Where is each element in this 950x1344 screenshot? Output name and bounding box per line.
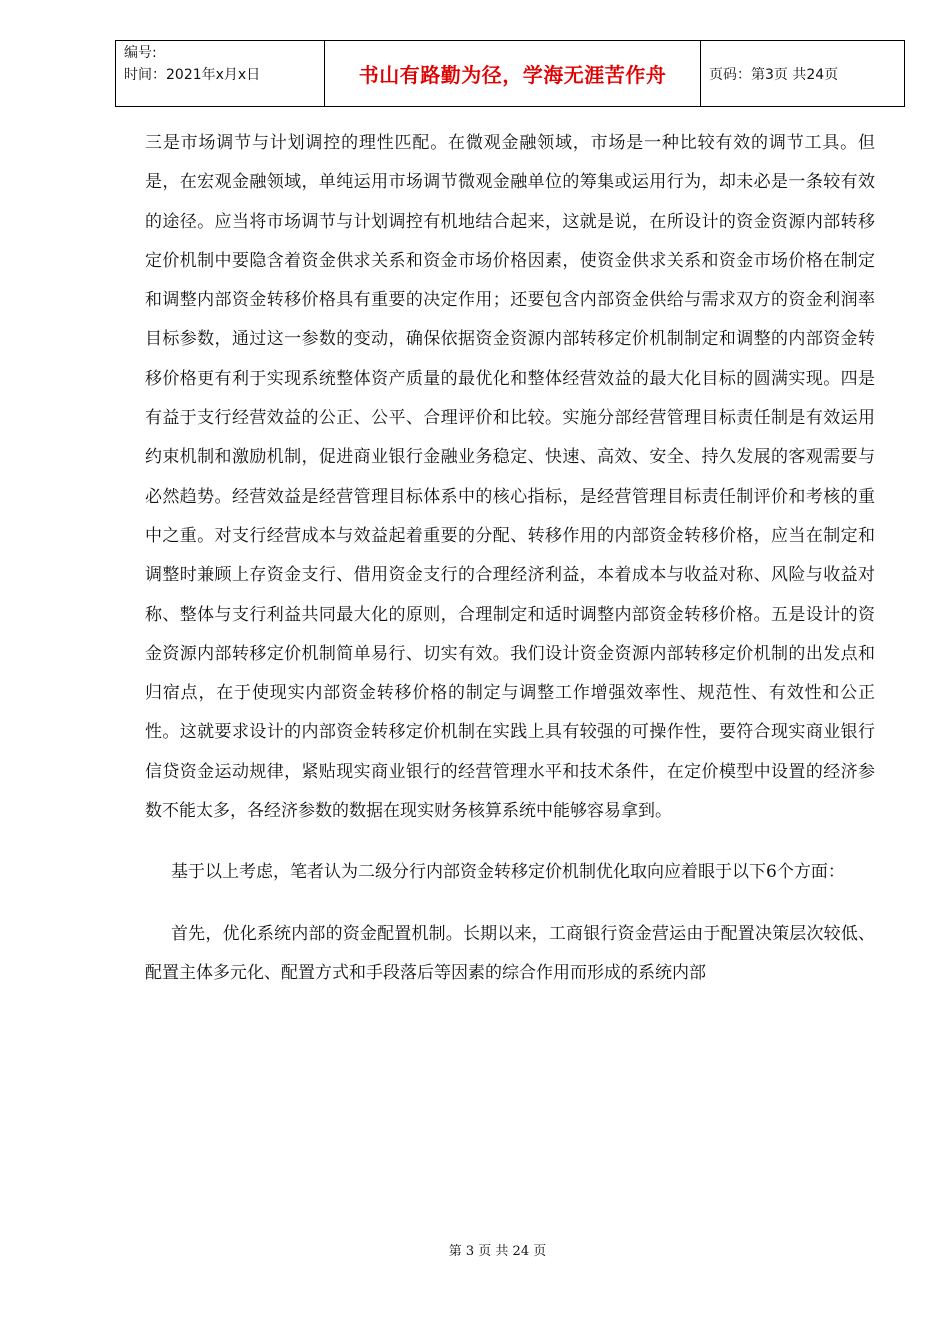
document-number-label: 编号: <box>124 45 157 61</box>
header-page-label: 页码：第3页 共24页 <box>701 41 905 107</box>
header-table <box>115 40 905 107</box>
page-footer: 第 3 页 共 24 页 <box>448 1244 547 1259</box>
body-paragraph-1: 三是市场调节与计划调控的理性匹配。在微观金融领域，市场是一种比较有效的调节工具。但是，在宏观金融领域，单纯运用市场调节微观金融单位的筹集或运用行为，却未必是一条较有效的途径。应当将市场调节与计划调控有机地结合起来，这就是说，在所设计的资金资源内部转移定价机制中要隐含着资金供求关系和资金市场价格因素，使资金供求关系和资金市场价格在制定和调整内部资金转移价格具有重要的决定作用；还要包含内部资金供给与需求双方的资金利润率目标参数，通过这一参数的变动，确保依据资金资源内部转移定价机制制定和调整的内部资金转移价格更有利于实现系统整体资产质量的最优化和整体经营效益的最大化目标的圆满实现。四是有益于支行经营效益的公正、公平、合理评价和比较。实施分部经营管理目标责任制是有效运用约束机制和激励机制，促进商业银行金融业务稳定、快速、高效、安全、持久发展的客观需要与必然趋势。经营效益是经营管理目标体系中的核心指标，是经营管理目标责任制评价和考核的重中之重。对支行经营成本与效益起着重要的分配、转移作用的内部资金转移价格，应当在制定和调整时兼顾上存资金支行、借用资金支行的合理经济利益，本着成本与收益对称、风险与收益对称、整体与支行利益共同最大化的原则，合理制定和适时调整内部资金转移价格。五是设计的资金资源内部转移定价机制简单易行、切实有效。我们设计资金资源内部转移定价机制的出发点和归宿点，在于使现实内部资金转移价格的制定与调整工作增强效率性、规范性、有效性和公正性。这就要求设计的内部资金转移定价机制在实践上具有较强的可操作性，要符合现实商业银行信贷资金运动规律，紧贴现实商业银行的经营管理水平和技术条件，在定价模型中设置的经济参数不能太多，各经济参数的数据在现实财务核算系统中能够容易拿到。 <box>145 133 875 822</box>
body-paragraph-2: 基于以上考虑，笔者认为二级分行内部资金转移定价机制优化取向应着眼于以下6个方面： <box>171 862 845 883</box>
header-motto: 书山有路勤为径，学海无涯苦作舟 <box>325 41 701 107</box>
body-paragraph-3: 首先，优化系统内部的资金配置机制。长期以来，工商银行资金营运由于配置决策层次较低、配置主体多元化、配置方式和手段落后等因素的综合作用而形成的系统内部 <box>145 923 875 983</box>
header-meta-cell <box>116 41 325 107</box>
document-body <box>145 124 875 993</box>
document-time-label: 时间：2021年x月x日 <box>124 67 261 83</box>
